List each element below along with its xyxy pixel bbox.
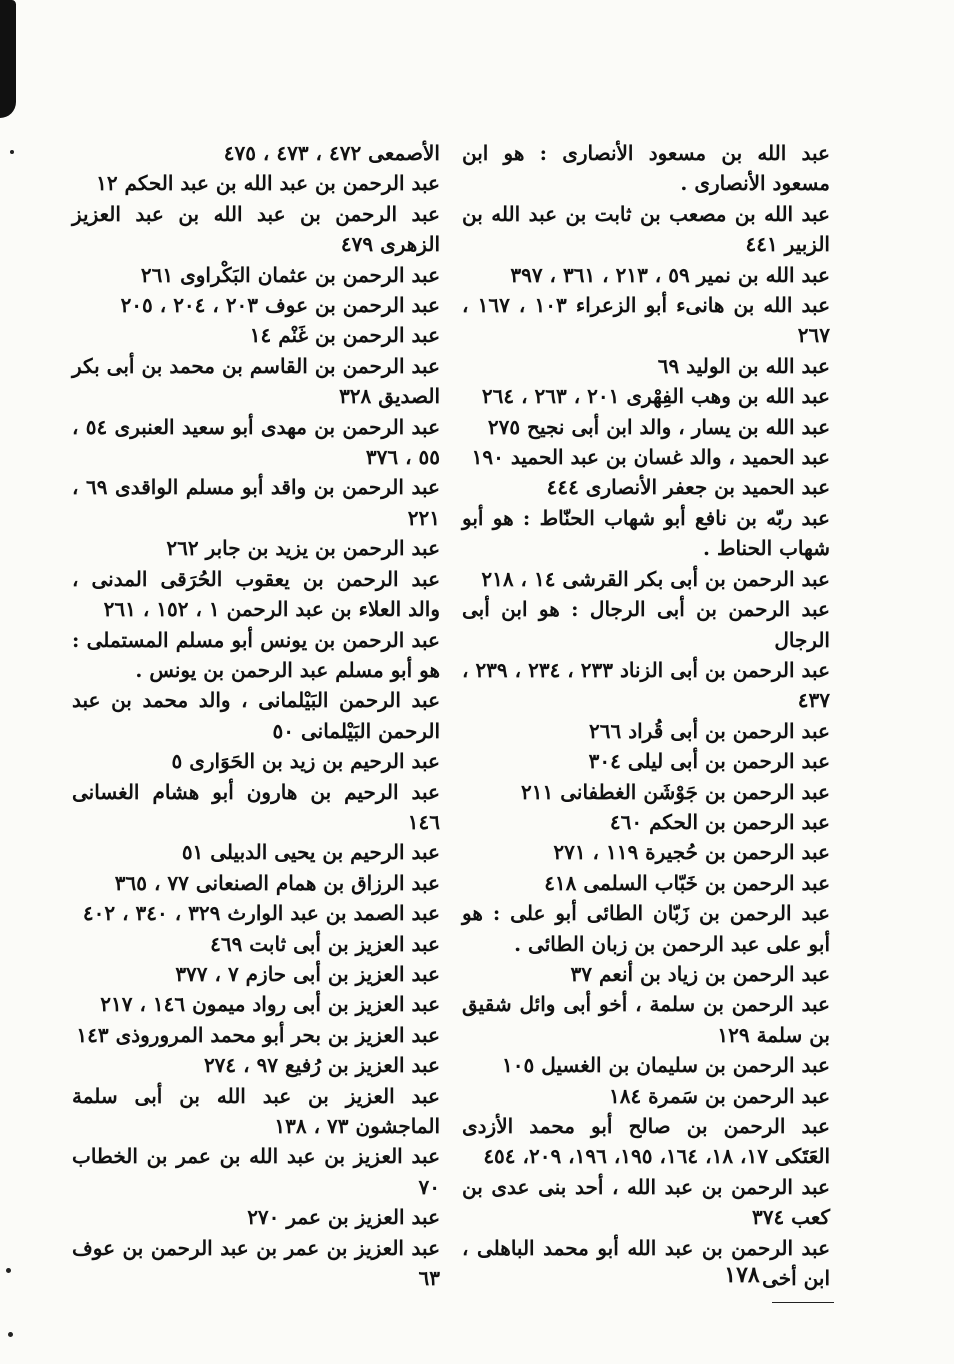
index-entry: عبد الرحمن بن سلمة ، أخو أبى وائل شقيق بن سلمة ١٢٩ bbox=[462, 992, 830, 1047]
index-entry: عبد الرحمن بن أبى الزناد ٢٣٣ ، ٢٣٤ ، ٢٣٩ ، ٤٣٧ bbox=[462, 657, 831, 713]
index-entry: عبد الحميد ، والد غسان بن عبد الحميد ١٩٠ bbox=[471, 445, 830, 470]
index-entry: عبد الله بن وهب الفِهْرى ٢٠١ ، ٢٦٣ ، ٢٦٤ bbox=[481, 384, 830, 409]
index-entry: عبد الرحمن بن يونس أبو مسلم المستملى : هو أبو مسلم عبد الرحمن بن يونس . bbox=[72, 627, 440, 682]
index-entry: عبد الرحمن بن أبى ليلى ٣٠٤ bbox=[588, 749, 830, 774]
index-entry: عبد الرحمن بن عثمان البَكْراوى ٢٦١ bbox=[140, 262, 440, 287]
scan-speck bbox=[6, 1268, 11, 1273]
index-entry: عبد الرحمن بن الحكم ٤٦٠ bbox=[609, 809, 830, 834]
index-entry: عبد الرحمن بن صالح أبو محمد الأزدى العَتَكى ١٧، ١٨، ١٦٤، ١٩٥، ١٩٦، ٢٠٩، ٤٥٤ bbox=[462, 1114, 830, 1169]
index-entry: عبد ربّه بن نافع أبو شهاب الحنّاط : هو أبو شهاب الحناط . bbox=[462, 505, 830, 561]
index-entry: عبد الرحمن بن يعقوب الحُرَقى المدنى ، والد العلاء بن عبد الرحمن ١ ، ١٥٢ ، ٢٦١ bbox=[72, 566, 440, 622]
index-entry: عبد الرحيم بن يحيى الدبيلى ٥١ bbox=[181, 840, 440, 865]
index-entry: عبد العزيز بن عمر بن عبد الرحمن بن عوف ٦٣ bbox=[72, 1235, 440, 1291]
index-entry: عبد العزيز بن عبد الله بن عمر بن الخطاب ٧٠ bbox=[72, 1144, 440, 1199]
index-entry: عبد الرحمن بن خَبّاب السلمى ٤١٨ bbox=[544, 870, 830, 895]
index-entry: عبد العزيز بن أبى ثابت ٤٦٩ bbox=[210, 931, 440, 956]
index-entry: عبد الله بن يسار ، والد ابن أبى نجيح ٢٧٥ bbox=[487, 414, 830, 439]
scan-speck bbox=[8, 1332, 13, 1337]
index-entry: عبد الرحمن بن أبى الرجال : هو ابن أبى الرجال bbox=[462, 597, 830, 652]
index-entry: عبد الله بن مصعب بن ثابت بن عبد الله بن الزبير ٤٤١ bbox=[462, 201, 830, 257]
index-entry: عبد الصمد بن عبد الوارث ٣٢٩ ، ٣٤٠ ، ٤٠٢ bbox=[82, 901, 440, 926]
index-entry: عبد العزيز بن أبى حازم ٧ ، ٣٧٧ bbox=[175, 961, 440, 986]
index-entry: عبد الرحمن بن عبد الله ، أحد بنى عدى بن كعب ٣٧٤ bbox=[462, 1174, 830, 1230]
index-entry: عبد الرحمن بن واقد أبو مسلم الواقدى ٦٩ ، ٢٢١ bbox=[72, 475, 440, 530]
index-entry: عبد الرحمن بن غَنْم ١٤ bbox=[249, 323, 440, 348]
index-entry: عبد الرحمن بن القاسم بن محمد بن أبى بكر الصديق ٣٢٨ bbox=[72, 353, 440, 409]
scan-speck bbox=[10, 150, 14, 154]
index-entry: عبد العزيز بن عمر ٢٧٠ bbox=[247, 1205, 440, 1230]
index-entry: عبد الله بن نمير ٥٩ ، ٢١٣ ، ٣٦١ ، ٣٩٧ bbox=[510, 262, 830, 287]
index-entry: الأصمعى ٤٧٢ ، ٤٧٣ ، ٤٧٥ bbox=[223, 141, 440, 165]
index-entry: عبد الرحمن بن عبد الله أبو محمد الباهلى ، ابن أخى bbox=[462, 1235, 830, 1291]
index-entry: عبد العزيز بن عبد الله بن أبى سلمة الماجشون ٧٣ ، ١٣٨ bbox=[72, 1083, 440, 1138]
scan-edge-mark bbox=[0, 0, 16, 118]
index-entry: عبد العزيز بن رُفيع ٩٧ ، ٢٧٤ bbox=[203, 1053, 440, 1078]
page-number: ١٧٨ bbox=[724, 1262, 760, 1288]
index-entry: عبد الرحمن بن عوف ٢٠٣ ، ٢٠٤ ، ٢٠٥ bbox=[120, 293, 440, 318]
index-entry: عبد الرحمن بن سليمان بن الغسيل ١٠٥ bbox=[502, 1053, 830, 1078]
index-entry: عبد الرحمن بن جَوْشَن الغطفانى ٢١١ bbox=[521, 779, 830, 804]
index-entry: عبد العزيز بن أبى رواد ميمون ١٤٦ ، ٢١٧ bbox=[100, 992, 440, 1017]
index-entry: عبد الله بن مسعود الأنصارى : هو ابن مسعود الأنصارى . bbox=[462, 141, 830, 196]
index-column-left bbox=[72, 138, 440, 1293]
index-entry: عبد الرحمن بن زياد بن أنعم ٣٧ bbox=[570, 961, 830, 986]
index-entry: عبد الرحمن البَيْلمانى ، والد محمد بن عبد الرحمن البَيْلمانى ٥٠ bbox=[72, 688, 440, 743]
index-entry: عبد الرحمن بن مهدى أبو سعيد العنبرى ٥٤ ، ٥٥ ، ٣٧٦ bbox=[72, 414, 440, 470]
index-entry: عبد الله بن الوليد ٦٩ bbox=[657, 353, 830, 378]
index-column-right bbox=[462, 138, 830, 1293]
index-entry: عبد الرحمن بن يزيد بن جابر ٢٦٢ bbox=[166, 536, 440, 561]
index-entry: عبد الرحمن بن أبى بكر القرشى ١٤ ، ٢١٨ bbox=[481, 566, 830, 591]
index-entry: عبد الرحمن بن حُجيرة ١١٩ ، ٢٧١ bbox=[553, 840, 830, 865]
index-entry: عبد الحميد بن جعفر الأنصارى ٤٤٤ bbox=[546, 475, 830, 500]
footer-rule bbox=[772, 1302, 834, 1303]
index-entry: عبد الرحمن بن أبى قُراد ٢٦٦ bbox=[589, 718, 830, 743]
index-entry: عبد العزيز بن بحر أبو محمد المروروذى ١٤٣ bbox=[76, 1022, 440, 1047]
index-entry: عبد الله بن هانىء أبو الزعراء ١٠٣ ، ١٦٧ ، ٢٦٧ bbox=[462, 293, 831, 348]
index-entry: عبد الرحمن بن سَمرة ١٨٤ bbox=[608, 1083, 830, 1108]
index-entry: عبد الرحمن بن زَبّان الطائى أبو على : هو أبو على عبد الرحمن بن زبان الطائى . bbox=[462, 901, 830, 956]
index-entry: عبد الرحمن بن عبد الله بن عبد العزيز الزهرى ٤٧٩ bbox=[72, 201, 440, 257]
index-entry: عبد الرحمن بن عبد الله بن عبد الحكم ١٢ bbox=[96, 171, 440, 196]
index-entry: عبد الرزاق بن همام الصنعانى ٧٧ ، ٣٦٥ bbox=[114, 870, 440, 895]
index-entry: عبد الرحيم بن زيد بن الحَوَارى ٥ bbox=[171, 749, 440, 774]
index-entry: عبد الرحيم بن هارون أبو هشام الغسانى ١٤٦ bbox=[72, 779, 440, 834]
